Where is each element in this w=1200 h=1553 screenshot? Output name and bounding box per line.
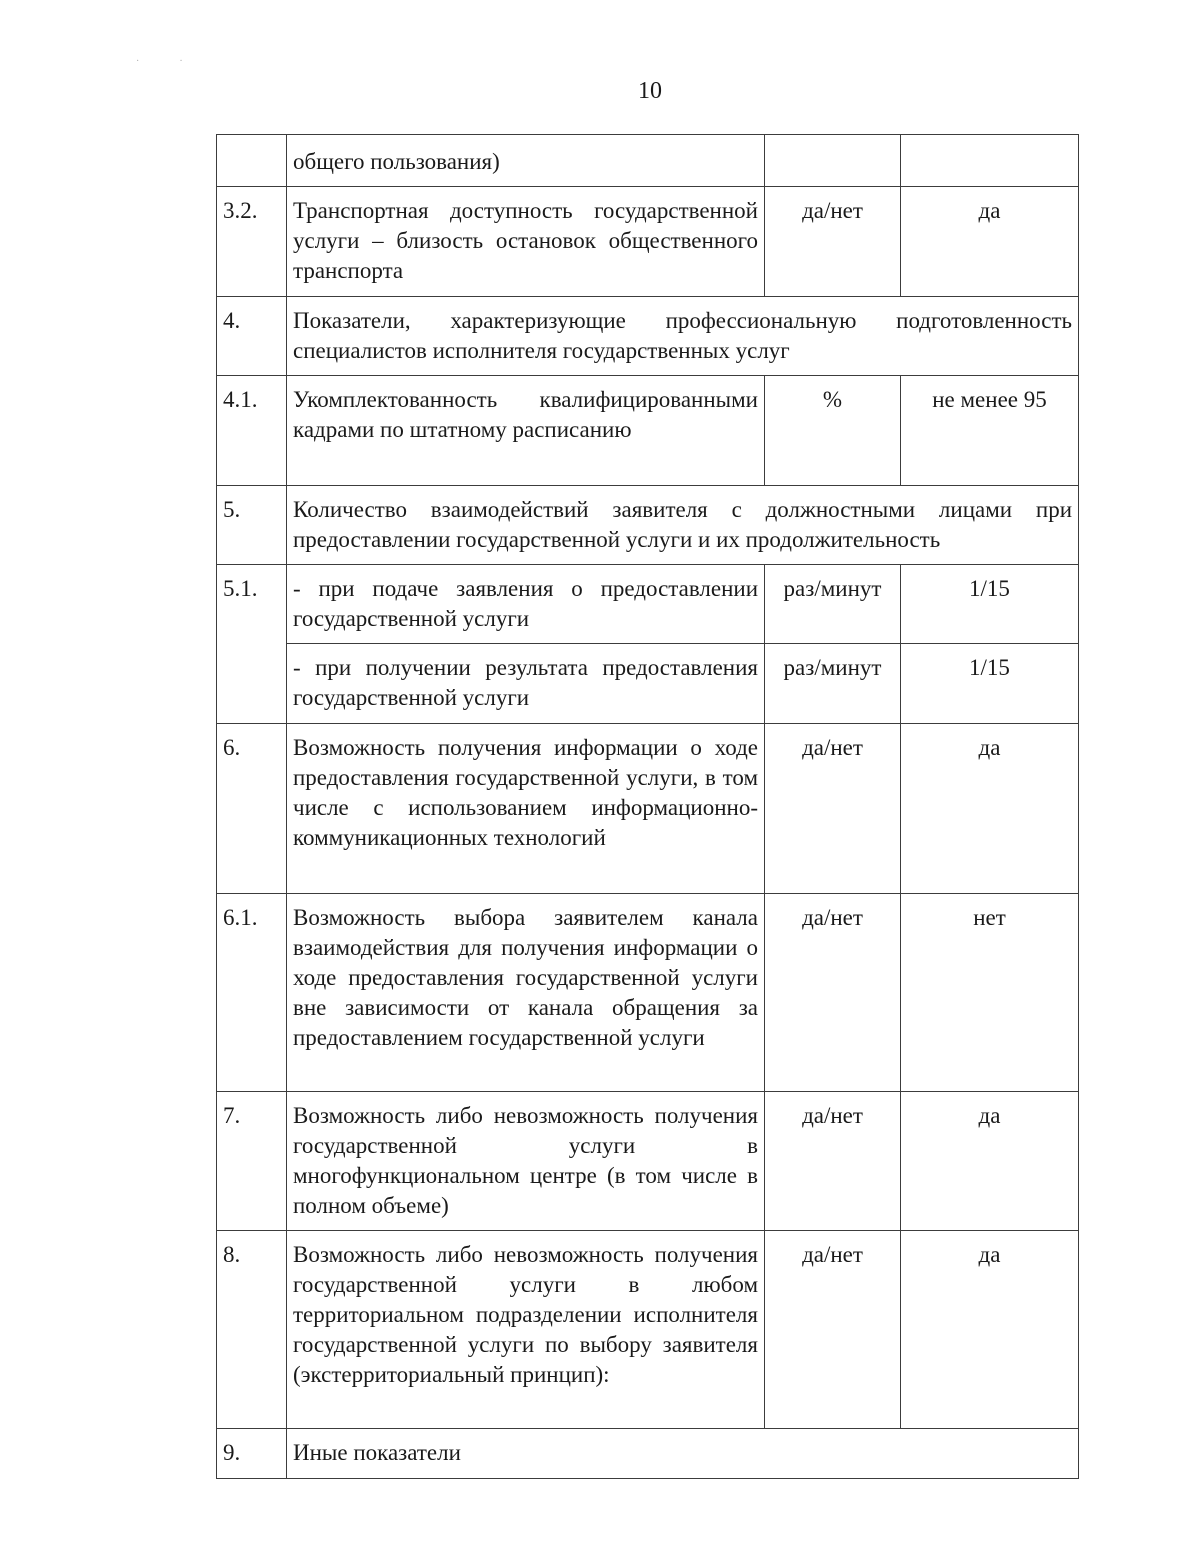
table-row: [217, 376, 1079, 486]
indicator-name: Возможность выбора заявителем канала взаимодействия для получения информации о ходе предоставления государственной услуги вне зависимости от канала обращения за предоставлением государственной услуги: [287, 894, 765, 1092]
row-number: [217, 135, 287, 187]
indicator-name: общего пользования): [287, 135, 765, 187]
indicator-name: - при получении результата предоставления государственной услуги: [287, 644, 765, 724]
value-cell: [901, 135, 1079, 187]
row-number: 3.2.: [217, 187, 287, 297]
row-number: 7.: [217, 1092, 287, 1231]
unit-cell: раз/минут: [765, 565, 901, 644]
table-row: [217, 565, 1079, 644]
table-row: [217, 1231, 1079, 1429]
unit-cell: да/нет: [765, 1231, 901, 1429]
value-cell: нет: [901, 894, 1079, 1092]
row-number: 6.1.: [217, 894, 287, 1092]
value-cell: да: [901, 724, 1079, 894]
row-number: 4.1.: [217, 376, 287, 486]
row-number: 8.: [217, 1231, 287, 1429]
unit-cell: да/нет: [765, 1092, 901, 1231]
indicator-name: Возможность получения информации о ходе предоставления государственной услуги, в том числе с использованием информационно-коммуникационных технологий: [287, 724, 765, 894]
value-cell: да: [901, 1231, 1079, 1429]
section-heading: Показатели, характеризующие профессиональную подготовленность специалистов исполнителя государственных услуг: [287, 297, 1079, 376]
section-heading: Иные показатели: [287, 1429, 1079, 1479]
row-number: 5.: [217, 486, 287, 565]
table-row: [217, 1092, 1079, 1231]
unit-cell: %: [765, 376, 901, 486]
unit-cell: раз/минут: [765, 644, 901, 724]
indicator-name: Возможность либо невозможность получения государственной услуги в любом территориальном подразделении исполнителя государственной услуги по выбору заявителя (экстерриториальный принцип):: [287, 1231, 765, 1429]
indicator-name: Возможность либо невозможность получения государственной услуги в многофункциональном центре (в том числе в полном объеме): [287, 1092, 765, 1231]
table-row: [217, 1429, 1079, 1479]
table-row: [217, 644, 1079, 724]
section-heading: Количество взаимодействий заявителя с должностными лицами при предоставлении государственной услуги и их продолжительность: [287, 486, 1079, 565]
table-row: [217, 724, 1079, 894]
table-row: [217, 486, 1079, 565]
table-row: [217, 187, 1079, 297]
value-cell: не менее 95: [901, 376, 1079, 486]
page-number: 10: [638, 78, 662, 104]
row-number: 6.: [217, 724, 287, 894]
row-number: [217, 644, 287, 724]
value-cell: да: [901, 187, 1079, 297]
row-number: 5.1.: [217, 565, 287, 644]
value-cell: 1/15: [901, 565, 1079, 644]
indicator-name: Транспортная доступность государственной услуги – близость остановок общественного транспорта: [287, 187, 765, 297]
value-cell: да: [901, 1092, 1079, 1231]
unit-cell: [765, 135, 901, 187]
scan-artifact: ··: [136, 56, 223, 67]
table-row: [217, 297, 1079, 376]
table-row: [217, 135, 1079, 187]
indicators-table: [216, 134, 1079, 1479]
unit-cell: да/нет: [765, 894, 901, 1092]
unit-cell: да/нет: [765, 187, 901, 297]
table-row: [217, 894, 1079, 1092]
indicator-name: - при подаче заявления о предоставлении государственной услуги: [287, 565, 765, 644]
value-cell: 1/15: [901, 644, 1079, 724]
indicator-name: Укомплектованность квалифицированными кадрами по штатному расписанию: [287, 376, 765, 486]
unit-cell: да/нет: [765, 724, 901, 894]
row-number: 4.: [217, 297, 287, 376]
row-number: 9.: [217, 1429, 287, 1479]
